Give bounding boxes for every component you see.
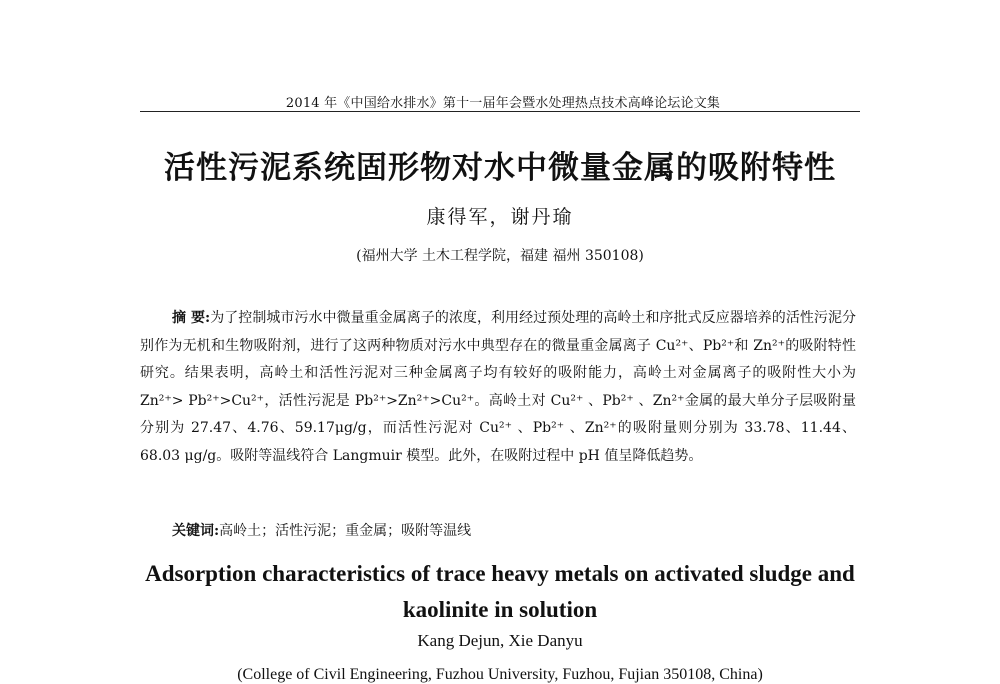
affiliation-en: (College of Civil Engineering, Fuzhou University, Fuzhou, Fujian 350108, China) — [237, 666, 763, 683]
title-en: Adsorption characteristics of trace heavy metals on activated sludge and kaolinite in solution — [145, 561, 855, 622]
abstract-cn — [140, 305, 856, 471]
authors-cn: 康得军，谢丹瑜 — [426, 206, 574, 228]
abstract-label: 摘 要: — [172, 310, 211, 326]
running-header: 2014 年《中国给水排水》第十一届年会暨水处理热点技术高峰论坛论文集 — [285, 96, 721, 111]
affiliation-cn: (福州大学 土木工程学院，福建 福州 350108) — [356, 248, 644, 264]
keywords-cn — [172, 520, 852, 540]
keywords-label: 关键词: — [172, 523, 220, 539]
abstract-text: 为了控制城市污水中微量重金属离子的浓度，利用经过预处理的高岭土和序批式反应器培养的活性污泥分别作为无机和生物吸附剂，进行了这两种物质对污水中典型存在的微量重金属离子 Cu²⁺、Pb²⁺和 Zn²⁺的吸附特性研究。结果表明，高岭土和活性污泥对三种金属离子均有较好的吸附能力，高岭土对金属离子的吸附性大小为 Zn²⁺> Pb²⁺>Cu²⁺，活性污泥是 Pb²⁺>Zn²⁺>Cu²⁺。高岭土对 Cu²⁺ 、Pb²⁺ 、Zn²⁺金属的最大单分子层吸附量分别为 27.47、4.76、59.17μg/g，而活性污泥对 Cu²⁺ 、Pb²⁺ 、Zn²⁺的吸附量则分别为 33.78、11.44、68.03 μg/g。吸附等温线符合 Langmuir 模型。此外，在吸附过程中 pH 值呈降低趋势。 — [140, 310, 857, 464]
authors-en: Kang Dejun, Xie Danyu — [417, 631, 583, 650]
header-rule — [140, 111, 860, 112]
title-cn: 活性污泥系统固形物对水中微量金属的吸附特性 — [164, 150, 836, 186]
keywords-text: 高岭土；活性污泥；重金属；吸附等温线 — [219, 523, 472, 539]
